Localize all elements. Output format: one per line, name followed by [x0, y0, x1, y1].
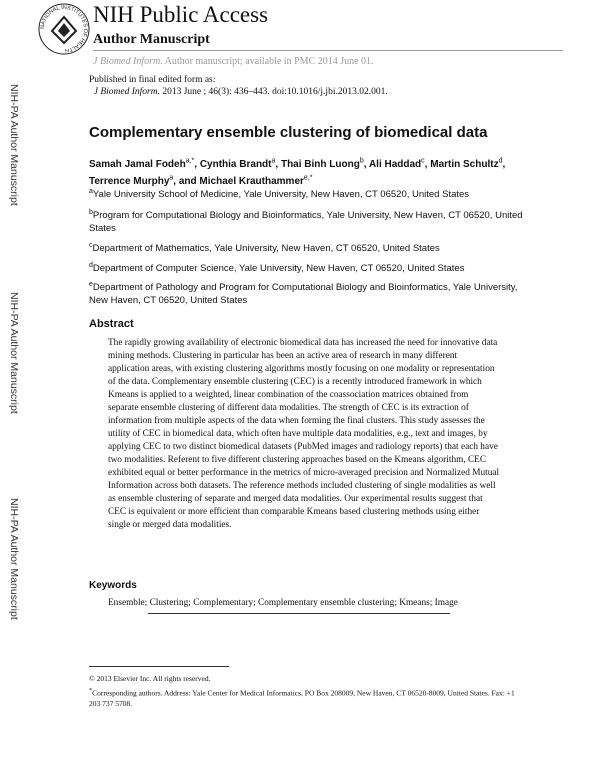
affiliation: $^d$Department of Computer Science, Yale University, New Haven, CT 06520, United States [89, 262, 465, 275]
published-label: Published in final edited form as: [89, 75, 216, 85]
author: Thai Binh Luong$^b$, [280, 158, 369, 171]
affiliation: $^a$Yale University School of Medicine, Yale University, New Haven, CT 06520, United States [89, 188, 470, 201]
header-title: NIH Public Access [93, 2, 269, 27]
logo-text: NATIONAL INSTITUTES OF HEALTH [39, 4, 89, 54]
copyright-footnote: © 2013 Elsevier Inc. All rights reserved. [89, 674, 211, 683]
paper-title: Complementary ensemble clustering of biomedical data [89, 124, 488, 141]
author: Samah Jamal Fodeh$^{a,*}$, [89, 158, 200, 171]
author: Michael Krauthammer$^{e,*}$ [199, 174, 313, 187]
section-divider [148, 613, 450, 614]
header-citation: J Biomed Inform. Author manuscript; available in PMC 2014 June 01. [93, 56, 374, 67]
author: Terrence Murphy$^a$, and [89, 174, 200, 187]
author: Cynthia Brandt$^a$, [199, 158, 281, 171]
author-list [89, 155, 539, 188]
footnote-divider [89, 666, 229, 667]
abstract-text: The rapidly growing availability of electronic biomedical data has increased the need for innovative data mining methods. Clustering in particular has been an active area of research in many different application areas, with existing clustering algorithms mostly focusing on one modality or representation of the data. Complementary ensemble clustering (CEC) is a recently introduced framework in which Kmeans is applied to a weighted, linear combination of the coassociation matrices obtained from separate ensemble clustering of different data modalities. The strength of CEC is its extraction of information from multiple aspects of the data when forming the final clusters. This study assesses the utility of CEC in biomedical data, which often have multiple data modalities, e.g., text and images, by applying CEC to two distinct biomedical datasets (PubMed images and radiology reports) that each have two modalities. Referent to five different clustering approaches based on the Kmeans algorithm, CEC exhibited equal or better performance in the metrics of micro-averaged precision and Normalized Mutual Information across both datasets. The reference methods included clustering of single modalities as well as ensemble clustering of separate and merged data modalities. Our experimental results suggest that CEC is equivalent or more efficient than comparable Kmeans based clustering methods using either single or merged data modalities. [108, 338, 500, 530]
keywords-heading: Keywords [89, 580, 137, 591]
keywords-text: Ensemble; Clustering; Complementary; Complementary ensemble clustering; Kmeans; Image [108, 598, 458, 608]
corresponding-footnote: *Corresponding authors. Address: Yale Center for Medical Informatics, PO Box 208009, New Haven, CT 06520-8009, United States. Fax: +1 203 737 5708. [89, 687, 515, 708]
abstract-heading: Abstract [89, 318, 134, 330]
affiliation: $^c$Department of Mathematics, Yale University, New Haven, CT 06520, United States [89, 242, 440, 255]
header-subtitle: Author Manuscript [93, 32, 210, 47]
affiliation: $^e$Department of Pathology and Program for Computational Biology and Bioinformatics, Yale University, New Haven, CT 06520, United States [89, 281, 518, 307]
nih-logo [38, 3, 90, 55]
header-divider [93, 50, 563, 51]
published-citation: J Biomed Inform. 2013 June ; 46(3): 436–443. doi:10.1016/j.jbi.2013.02.001. [93, 87, 388, 97]
author: Martin Schultz$^d$, [430, 158, 506, 171]
affiliation: $^b$Program for Computational Biology and Bioinformatics, Yale University, New Haven, CT 06520, United States [89, 209, 523, 235]
author: Ali Haddad$^c$, [368, 158, 431, 171]
